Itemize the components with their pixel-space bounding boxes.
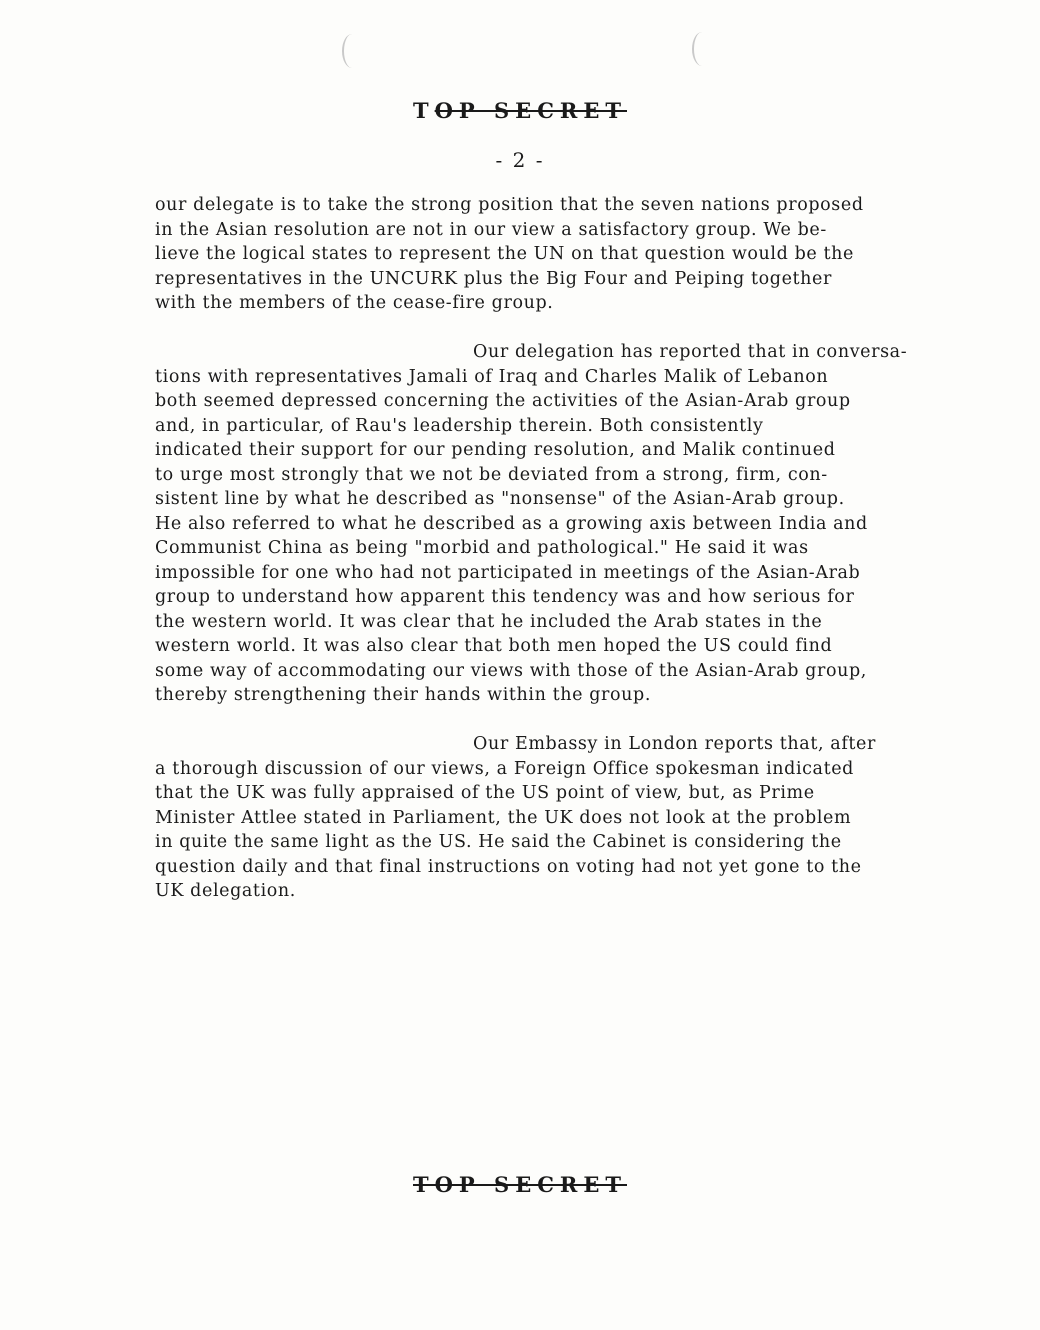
footer-classification-struck-text: TOP SECRET	[413, 1172, 627, 1197]
punch-hole-mark-left	[342, 34, 362, 68]
header-classification	[0, 98, 1040, 123]
paragraph-3: Our Embassy in London reports that, after a thorough discussion of our views, a Foreign Office spokesman indicated that the UK was fully appraised of the US point of view, but, as Prime Minister Attlee stated in Parliament, the UK does not look at the problem in quite the same light as the US. He said the Cabinet is considering the question daily and that final instructions on voting had not yet gone to the UK delegation.	[155, 734, 876, 901]
paragraph-1: our delegate is to take the strong position that the seven nations proposed in the Asian resolution are not in our view a satisfactory group. We be- lieve the logical states to represent the UN on that question would be the representatives in the UNCURK plus the Big Four and Peiping together with the members of the cease-fire group.	[155, 195, 864, 313]
paragraph-2: Our delegation has reported that in conversa- tions with representatives Jamali of Iraq and Charles Malik of Lebanon both seemed depressed concerning the activities of the Asian-Arab group and, in particular, of Rau's leadership therein. Both consistently indicated their support for our pending resolution, and Malik continued to urge most strongly that we not be deviated from a strong, firm, con- sistent line by what he described as "nonsense" of the Asian-Arab group. He also referred to what he described as a growing axis between India and Communist China as being "morbid and pathological." He said it was impossible for one who had not participated in meetings of the Asian-Arab group to understand how apparent this tendency was and how serious for the western world. It was clear that he included the Arab states in the western world. It was also clear that both men hoped the US could find some way of accommodating our views with those of the Asian-Arab group, thereby strengthening their hands within the group.	[155, 342, 908, 705]
classification-first-letter: T	[412, 98, 435, 123]
classification-struck-text: OP SECRET	[434, 98, 627, 123]
punch-hole-mark-right	[692, 32, 712, 66]
footer-classification	[0, 1172, 1040, 1197]
page-number: - 2 -	[495, 148, 545, 172]
